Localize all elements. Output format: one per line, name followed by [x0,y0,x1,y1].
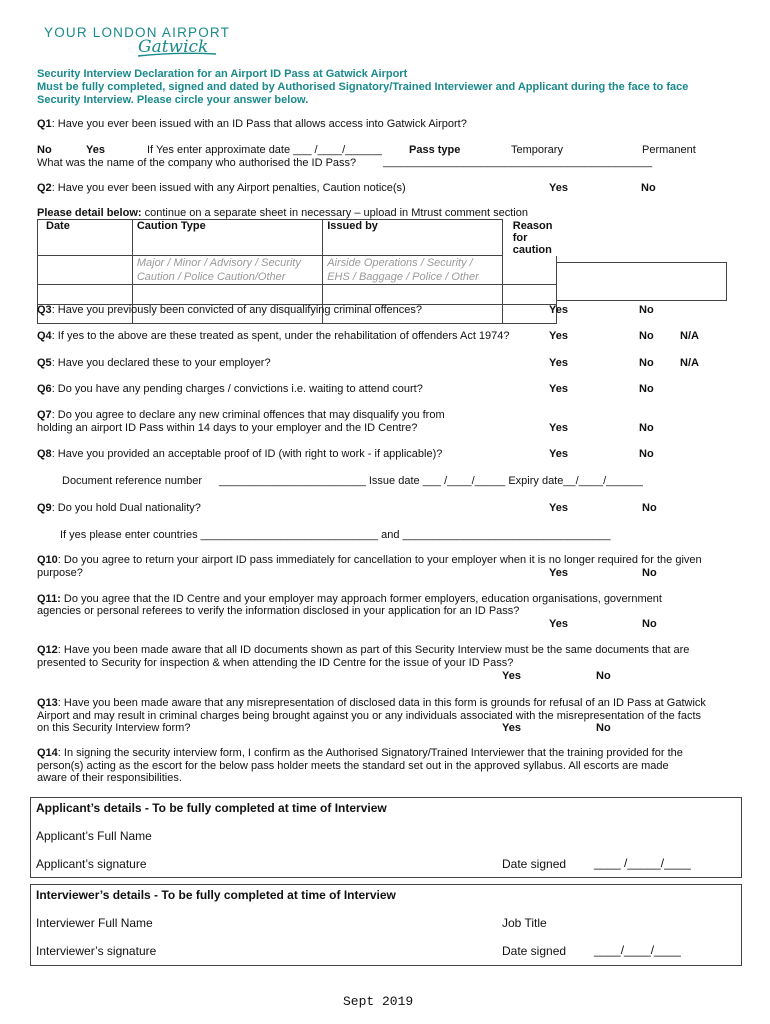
q5-no-option[interactable]: No [639,357,654,369]
q14-statement-3: aware of their responsibilities. [37,772,182,784]
col-reason: Reason for caution [512,219,553,256]
interviewer-name-field[interactable]: Interviewer Full Name [36,916,153,930]
q9-countries-field[interactable]: If yes please enter countries _____________________________ and __________________________________ [60,529,611,541]
cell-issued-by-hint[interactable]: Airside Operations / Security / EHS / Baggage / Police / Other [323,256,503,285]
q13-no-option[interactable]: No [596,722,611,734]
q3-no-option[interactable]: No [639,304,654,316]
q8-docref-fields[interactable]: ________________________ Issue date ___ /____/_____ Expiry date__/____/______ [219,475,643,487]
q10-yes-option[interactable]: Yes [549,567,568,579]
q7-yes-option[interactable]: Yes [549,422,568,434]
cell-caution-type[interactable] [132,285,322,305]
interviewer-date-field[interactable]: ____/____/____ [594,943,681,957]
form-title: Security Interview Declaration for an Airport ID Pass at Gatwick Airport [37,68,408,80]
q9-no-option[interactable]: No [642,502,657,514]
q5-na-option[interactable]: N/A [680,357,699,369]
q12-question: Q12: Have you been made aware that all ID documents shown as part of this Security Interview must be the same documents that are [37,644,690,656]
q1-no-option[interactable]: No [37,144,52,156]
table-right-border [726,262,727,300]
q6-question: Q6: Do you have any pending charges / convictions i.e. waiting to attend court? [37,383,423,395]
interviewer-section-title: Interviewer’s details - To be fully completed at time of Interview [36,888,396,902]
col-caution-type: Caution Type [132,220,322,256]
cell-reason[interactable] [502,285,556,305]
q13-question-3: on this Security Interview form? [37,722,191,734]
q1-temporary-option[interactable]: Temporary [511,144,563,156]
cell-date[interactable] [38,256,133,285]
interviewer-date-label: Date signed [502,944,567,958]
q11-question-2: agencies or personal referees to verify the information disclosed in your application for an ID Pass? [37,605,520,617]
q10-question: Q10: Do you agree to return your airport ID pass immediately for cancellation to your employer when it is no longer required for the given [37,554,702,566]
q8-docref-label: Document reference number [62,475,203,487]
applicant-date-field[interactable]: ____ /_____/____ [594,856,691,870]
q1-company-question: What was the name of the company who authorised the ID Pass? [37,157,357,169]
cell-reason[interactable] [502,256,556,285]
q11-yes-option[interactable]: Yes [549,618,568,630]
q10-question-2: purpose? [37,567,83,579]
q14-statement-2: person(s) acting as the escort for the below pass holder meets the standard set out in the approved syllabus. All escorts are made [37,760,669,772]
q8-no-option[interactable]: No [639,448,654,460]
applicant-date-label: Date signed [502,857,567,871]
col-issued-by: Issued by [323,220,503,256]
footer-date: Sept 2019 [343,994,414,1009]
table-right-edge [556,262,726,263]
logo-tagline: YOUR LONDON AIRPORT [44,25,231,40]
cell-caution-type-hint[interactable]: Major / Minor / Advisory / Security Caution / Police Caution/Other [132,256,322,285]
cell-issued-by[interactable] [323,285,503,305]
q7-question-2: holding an airport ID Pass within 14 days to your employer and the ID Centre? [37,422,418,434]
q2-no-option[interactable]: No [641,182,656,194]
q7-no-option[interactable]: No [639,422,654,434]
logo-gatwick: Gatwick [138,37,209,57]
q7-question: Q7: Do you agree to declare any new criminal offences that may disqualify you from [37,409,445,421]
q14-statement: Q14: In signing the security interview form, I confirm as the Authorised Signatory/Trained Interviewer that the training provided for the [37,747,683,759]
q12-no-option[interactable]: No [596,670,611,682]
applicant-name-field[interactable]: Applicant’s Full Name [36,829,152,843]
col-date: Date [38,220,133,256]
q4-question: Q4: If yes to the above are these treated as spent, under the rehabilitation of offenders Act 1974? [37,330,510,342]
q6-no-option[interactable]: No [639,383,654,395]
q4-yes-option[interactable]: Yes [549,330,568,342]
q13-yes-option[interactable]: Yes [502,722,521,734]
q8-yes-option[interactable]: Yes [549,448,568,460]
q13-question-2: Airport and may result in criminal charges being brought against you or any individuals associated with the misrepresentation of the facts [37,710,702,722]
q8-question: Q8: Have you provided an acceptable proof of ID (with right to work - if applicable)? [37,448,443,460]
q2-yes-option[interactable]: Yes [549,182,568,194]
applicant-section-title: Applicant’s details - To be fully completed at time of Interview [36,801,387,815]
q10-no-option[interactable]: No [642,567,657,579]
q11-question: Q11: Do you agree that the ID Centre and your employer may approach former employers, education organisations, government [37,593,662,605]
applicant-signature-field[interactable]: Applicant’s signature [36,857,147,871]
q1-pass-type-label: Pass type [409,144,461,156]
q11-no-option[interactable]: No [642,618,657,630]
q1-permanent-option[interactable]: Permanent [642,144,696,156]
q9-question: Q9: Do you hold Dual nationality? [37,502,201,514]
q1-company-field[interactable]: ____________________________________________ [383,156,653,168]
q12-question-2: presented to Security for inspection & when attending the ID Centre for the issue of your ID Pass? [37,657,514,669]
interviewer-signature-field[interactable]: Interviewer’s signature [36,944,157,958]
q3-question: Q3: Have you previously been convicted of any disqualifying criminal offences? [37,304,423,316]
q1-approx-date[interactable]: If Yes enter approximate date ___ /____/______ [147,144,382,156]
detail-instruction: Please detail below: continue on a separate sheet in necessary – upload in Mtrust comment section [37,207,528,219]
q1-yes-option[interactable]: Yes [86,144,105,156]
q5-yes-option[interactable]: Yes [549,357,568,369]
q12-yes-option[interactable]: Yes [502,670,521,682]
form-instructions-1: Must be fully completed, signed and dated by Authorised Signatory/Trained Interviewer and Applicant during the face to face [37,81,689,93]
q6-yes-option[interactable]: Yes [549,383,568,395]
q2-question: Q2: Have you ever been issued with any Airport penalties, Caution notice(s) [37,182,406,194]
q4-na-option[interactable]: N/A [680,330,699,342]
form-instructions-2: Security Interview. Please circle your answer below. [37,94,309,106]
q5-question: Q5: Have you declared these to your employer? [37,357,271,369]
table-bottom-edge [556,300,727,301]
q9-yes-option[interactable]: Yes [549,502,568,514]
q4-no-option[interactable]: No [639,330,654,342]
interviewer-job-title-field[interactable]: Job Title [502,916,547,930]
q3-yes-option[interactable]: Yes [549,304,568,316]
q1-question: Q1: Have you ever been issued with an ID Pass that allows access into Gatwick Airport? [37,118,467,130]
cell-date[interactable] [38,285,133,305]
q13-question: Q13: Have you been made aware that any misrepresentation of disclosed data in this form is grounds for refusal of an ID Pass at Gatwick [37,697,706,709]
logo-swoosh-icon [136,52,218,58]
